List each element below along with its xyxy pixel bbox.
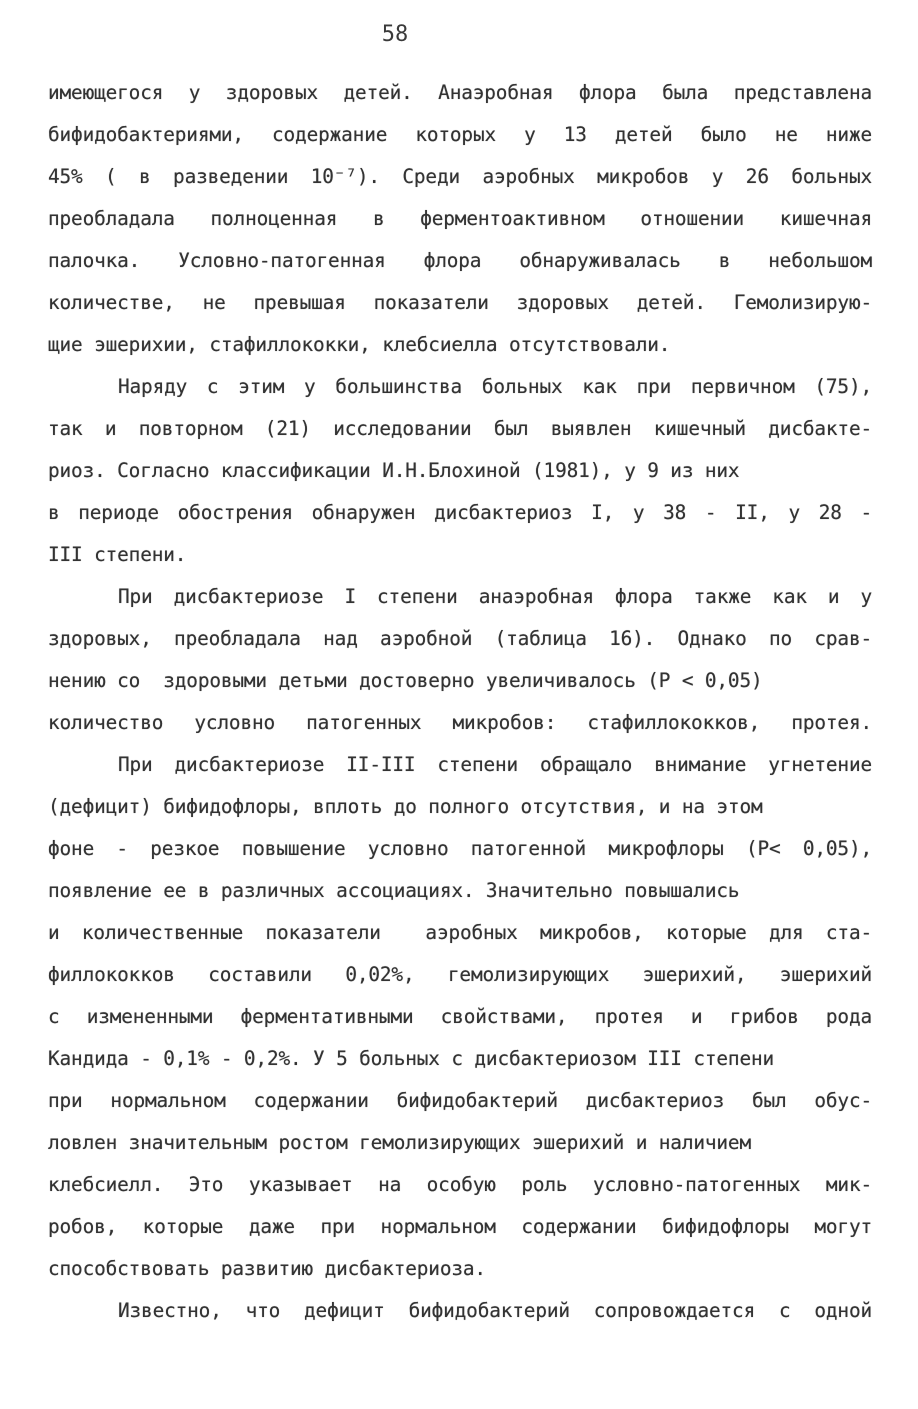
text-line: и количественные показатели аэробных микробов, которые для ста- [48, 921, 872, 944]
text-line: риоз. Согласно классификации И.Н.Блохиной (1981), у 9 из них [48, 459, 740, 482]
text-line: так и повторном (21) исследовании был выявлен кишечный дисбакте- [48, 417, 872, 440]
text-line: способствовать развитию дисбактериоза. [48, 1257, 486, 1280]
text-line: с измененными ферментативными свойствами, протея и грибов рода [48, 1005, 872, 1028]
text-line: количестве, не превышая показатели здоровых детей. Гемолизирую- [48, 291, 872, 314]
text-line: 45% ( в разведении 10⁻⁷). Среди аэробных микробов у 26 больных [48, 165, 872, 188]
text-line: щие эшерихии, стафиллококки, клебсиелла отсутствовали. [48, 333, 671, 356]
text-line: фоне - резкое повышение условно патогенной микрофлоры (P< 0,05), [48, 837, 872, 860]
text-line: здоровых, преобладала над аэробной (таблица 16). Однако по срав- [48, 627, 872, 650]
text-line: в периоде обострения обнаружен дисбактериоз I, у 38 - II, у 28 - [48, 501, 872, 524]
paragraph-first-line: Наряду с этим у большинства больных как при первичном (75), [118, 375, 872, 398]
text-line: преобладала полноценная в ферментоактивном отношении кишечная [48, 207, 872, 230]
text-line: робов, которые даже при нормальном содержании бифидофлоры могут [48, 1215, 872, 1238]
text-line: филлококков составили 0,02%, гемолизирующих эшерихий, эшерихий [48, 963, 872, 986]
text-line: при нормальном содержании бифидобактерий дисбактериоз был обус- [48, 1089, 872, 1112]
text-line: нению со здоровыми детьми достоверно увеличивалось (P < 0,05) [48, 669, 763, 692]
paragraph-first-line: При дисбактериозе II-III степени обращало внимание угнетение [118, 753, 872, 776]
text-line: количество условно патогенных микробов: стафиллококков, протея. [48, 711, 872, 734]
text-line: бифидобактериями, содержание которых у 13 детей было не ниже [48, 123, 872, 146]
text-line: III степени. [48, 543, 187, 566]
text-line: Кандида - 0,1% - 0,2%. У 5 больных с дисбактериозом III степени [48, 1047, 775, 1070]
text-line: имеющегося у здоровых детей. Анаэробная флора была представлена [48, 81, 872, 104]
paragraph-first-line: Известно, что дефицит бифидобактерий сопровождается с одной [118, 1299, 872, 1322]
text-line: клебсиелл. Это указывает на особую роль условно-патогенных мик- [48, 1173, 872, 1196]
text-line: палочка. Условно-патогенная флора обнаруживалась в небольшом [48, 249, 872, 272]
page-number: 58 [381, 22, 409, 47]
text-line: появление ее в различных ассоциациях. Значительно повышались [48, 879, 740, 902]
text-line: ловлен значительным ростом гемолизирующих эшерихий и наличием [48, 1131, 751, 1154]
paragraph-first-line: При дисбактериозе I степени анаэробная флора также как и у [118, 585, 872, 608]
text-line: (дефицит) бифидофлоры, вплоть до полного отсутствия, и на этом [48, 795, 763, 818]
